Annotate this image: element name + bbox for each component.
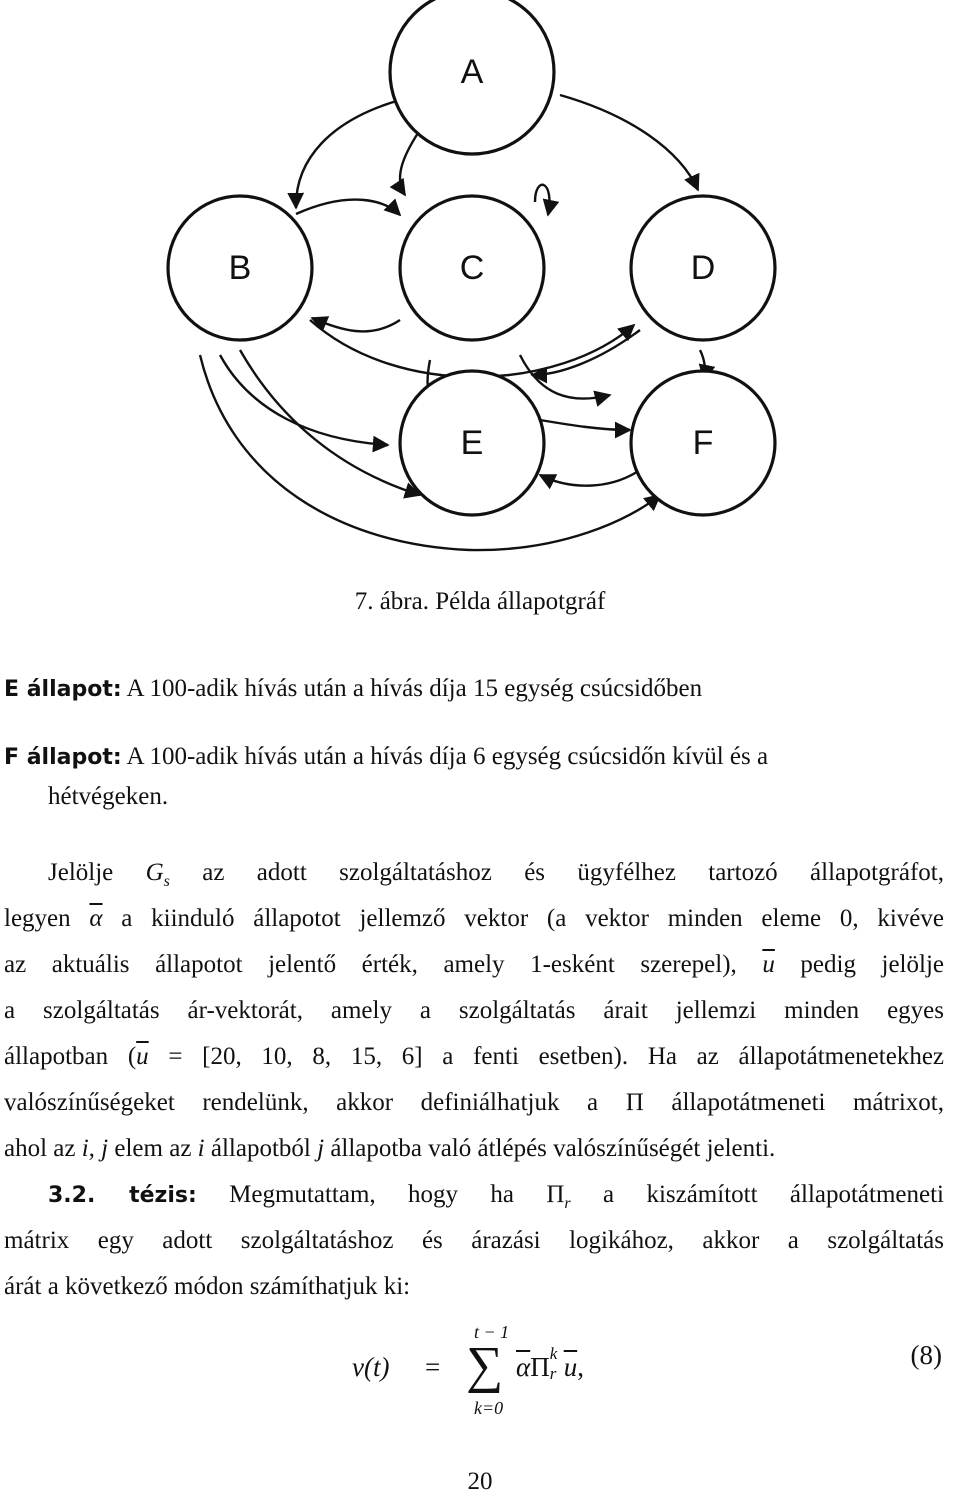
node-e-label: E [460, 424, 484, 462]
formula-pi: Π [530, 1352, 550, 1382]
page-number: 20 [467, 1468, 493, 1495]
state-definitions [4, 666, 944, 820]
state-f-continued: hétvégeken. [48, 783, 169, 810]
paragraph-line-6: valószínűségeket rendelünk, akkor definiálhatjuk a Π állapotátmeneti mátrixot, [4, 1089, 944, 1116]
state-graph-figure [0, 0, 960, 580]
formula-sum-top: t − 1 [474, 1322, 510, 1342]
thesis-line-2: mátrix egy adott szolgáltatáshoz és árazási logikához, akkor a szolgáltatás [4, 1227, 944, 1254]
state-e-label: E állapot: [4, 677, 122, 702]
edge-c-f [520, 355, 610, 399]
edge-f-e [540, 470, 640, 486]
formula-eq: = [425, 1352, 441, 1382]
equation-number: (8) [910, 1340, 942, 1370]
equation-8: v(t) = t − 1 ∑ k=0 $\overline{\alpha}\Pi$ k r $\overline{u}$, [352, 1322, 584, 1418]
formula-lhs: v(t) [352, 1352, 390, 1382]
node-f-label: F [692, 424, 714, 462]
state-f-label: F állapot: [4, 745, 122, 770]
node-b-label: B [228, 249, 252, 287]
formula-pi-sup: k [549, 1344, 558, 1363]
formula-pi-sub: r [549, 1364, 557, 1383]
thesis-line-1: 3.2. tézis: Megmutattam, hogy ha $\Pi_r$ a kiszámított állapotátmeneti [48, 1181, 944, 1212]
edge-a-b [296, 100, 400, 208]
graph-nodes [168, 0, 775, 515]
paragraph-line-7: ahol az i, j elem az i állapotból j állapotba való átlépés valószínűségét jelenti. [4, 1135, 776, 1162]
edge-a-d [560, 95, 698, 190]
edge-a-c [400, 130, 420, 195]
node-a-label: A [460, 53, 484, 91]
state-e [4, 666, 944, 712]
body-paragraph [4, 850, 944, 1172]
formula-u: $\overline{u}$ [563, 1352, 578, 1382]
edge-c-b [312, 318, 400, 331]
formula-sum-bottom: k=0 [474, 1398, 504, 1418]
formula-alpha: $\overline{\alpha}$ [516, 1352, 531, 1382]
figure-caption: 7. ábra. Példa állapotgráf [354, 588, 606, 615]
state-f-text: A 100-adik hívás után a hívás díja 6 egység csúcsidőn kívül és a [126, 743, 769, 770]
paragraph-line-5: állapotban ($\overline{u} = [20$, 10, 8, 15, 6] a fenti esetben). Ha az állapotátmenetekhez [4, 1043, 944, 1070]
node-c-label: C [459, 249, 485, 287]
thesis-block [4, 1172, 944, 1310]
thesis-line-3: árát a következő módon számíthatjuk ki: [4, 1273, 411, 1300]
paragraph-line-2: legyen $\overline{\alpha}$ a kiinduló állapotot jellemző vektor (a vektor minden eleme 0, kivéve [4, 905, 944, 932]
edge-c-d [535, 185, 549, 215]
edge-e-f [540, 420, 630, 430]
node-d-label: D [690, 249, 716, 287]
edge-b-c [296, 200, 400, 215]
formula-sum-symbol: ∑ [466, 1337, 504, 1394]
thesis-label: 3.2. tézis: [48, 1183, 197, 1208]
paragraph-line-1: Jelölje $G_s$ az adott szolgáltatáshoz és ügyfélhez tartozó állapotgráfot, [48, 859, 944, 890]
paragraph-line-3: az aktuális állapotot jelentő érték, amely 1-esként szerepel), $\overline{u}$ pedig jelölje [4, 951, 944, 978]
state-e-text: A 100-adik hívás után a hívás díja 15 egység csúcsidőben [126, 675, 703, 702]
paragraph-line-4: a szolgáltatás ár-vektorát, amely a szolgáltatás árait jellemzi minden egyes [4, 997, 944, 1024]
